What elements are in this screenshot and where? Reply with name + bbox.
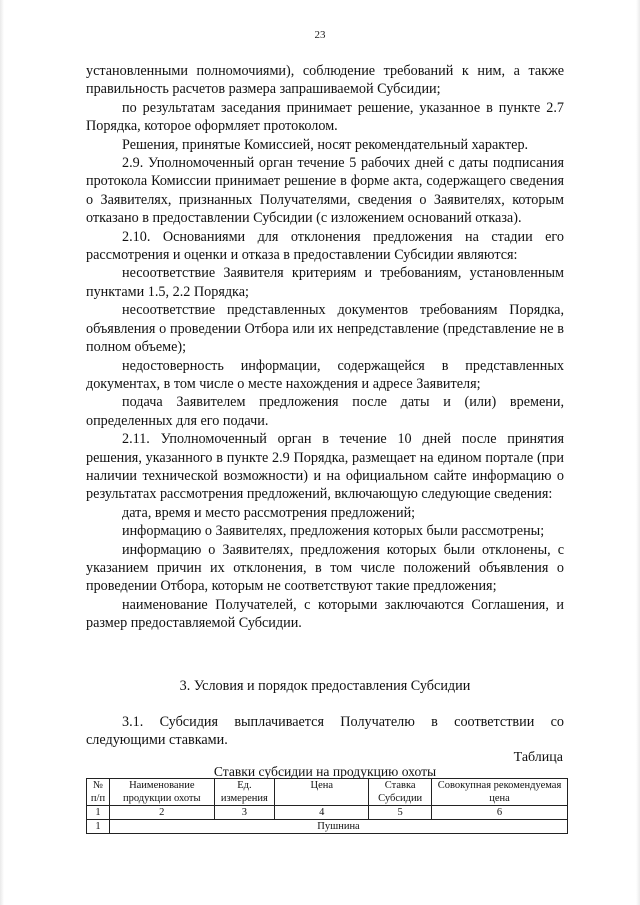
- table-numbering-row: [87, 806, 568, 820]
- table-header-row: [87, 779, 568, 806]
- list-item: информацию о Заявителях, предложения которых были рассмотрены;: [122, 523, 545, 540]
- paragraph: по результатам заседания принимает решение, указанное в пункте 2.7 Порядка, которое оформляет протоколом.: [86, 99, 564, 135]
- header-cell-product: Наименование продукции охоты: [110, 779, 215, 806]
- list-item: недостоверность информации, содержащейся в представленных документах, в том числе о месте нахождения и адресе Заявителя;: [86, 357, 564, 392]
- table-cell: 4: [275, 806, 369, 820]
- table-title: Ставки субсидии на продукцию охоты: [213, 764, 437, 779]
- table-cell: 5: [369, 806, 432, 820]
- paragraph-2-11: 2.11. Уполномоченный орган в течение 10 дней после принятия решения, указанного в пункте 2.9 Порядка, размещает на едином портале (при наличии технической возможности) и на официальном сайте информацию о результатах рассмотрения предложений, включающую следующие сведения:: [86, 431, 564, 503]
- paragraph-3-1: 3.1. Субсидия выплачивается Получателю в соответствии со следующими ставками.: [86, 714, 564, 749]
- paragraph: установленными полномочиями), соблюдение требований к ним, а также правильность расчетов размера запрашиваемой Субсидии;: [86, 63, 564, 98]
- header-cell-total-price: Совокупная рекомендуемая цена: [432, 779, 568, 806]
- header-cell-unit: Ед. измерения: [214, 779, 275, 806]
- header-cell-number: № п/п: [87, 779, 110, 806]
- body-text: [86, 62, 564, 633]
- table-section-label: Пушнина: [110, 820, 568, 834]
- paragraph-2-9: 2.9. Уполномоченный орган течение 5 рабочих дней с даты подписания протокола Комиссии принимает решение в форме акта, содержащего сведения о Заявителях, признанных Получателями, сведения о Заявителях, которым отказано в предоставлении Субсидии (с изложением оснований отказа).: [86, 155, 564, 227]
- paragraph-2-10: 2.10. Основаниями для отклонения предложения на стадии его рассмотрения и оценки и отказа в предоставлении Субсидии являются:: [86, 228, 564, 264]
- section-heading: 3. Условия и порядок предоставления Субсидии: [179, 678, 471, 694]
- paragraph: Решения, принятые Комиссией, носят рекомендательный характер.: [122, 136, 529, 153]
- table-cell: 1: [87, 806, 110, 820]
- scan-edge-right: [636, 0, 640, 905]
- table-cell: 6: [432, 806, 568, 820]
- table-cell: 2: [110, 806, 215, 820]
- header-cell-price: Цена: [275, 779, 369, 806]
- list-item: несоответствие представленных документов требованиям Порядка, объявления о проведении Отбора или их непредставление (представление не в полном объеме);: [86, 302, 564, 356]
- list-item: подача Заявителем предложения после даты и (или) времени, определенных для его подачи.: [86, 394, 564, 429]
- scan-edge-left: [0, 0, 4, 905]
- list-item: наименование Получателей, с которыми заключаются Соглашения, и размер предоставляемой Субсидии.: [86, 596, 564, 632]
- table-cell: 1: [87, 820, 110, 834]
- list-item: информацию о Заявителях, предложения которых были отклонены, с указанием причин их отклонения, в том числе положений объявления о проведении Отбора, которым не соответствуют такие предложения;: [86, 541, 564, 595]
- section-text: [86, 713, 564, 750]
- rates-table: [86, 778, 568, 834]
- table-cell: 3: [214, 806, 275, 820]
- table-row: [87, 820, 568, 834]
- page-number: 23: [314, 29, 326, 41]
- list-item: дата, время и место рассмотрения предложений;: [122, 504, 416, 521]
- table-label: Таблица: [513, 750, 563, 765]
- list-item: несоответствие Заявителя критериям и требованиям, установленным пунктами 1.5, 2.2 Порядка;: [86, 265, 564, 300]
- header-cell-rate: Ставка Субсидии: [369, 779, 432, 806]
